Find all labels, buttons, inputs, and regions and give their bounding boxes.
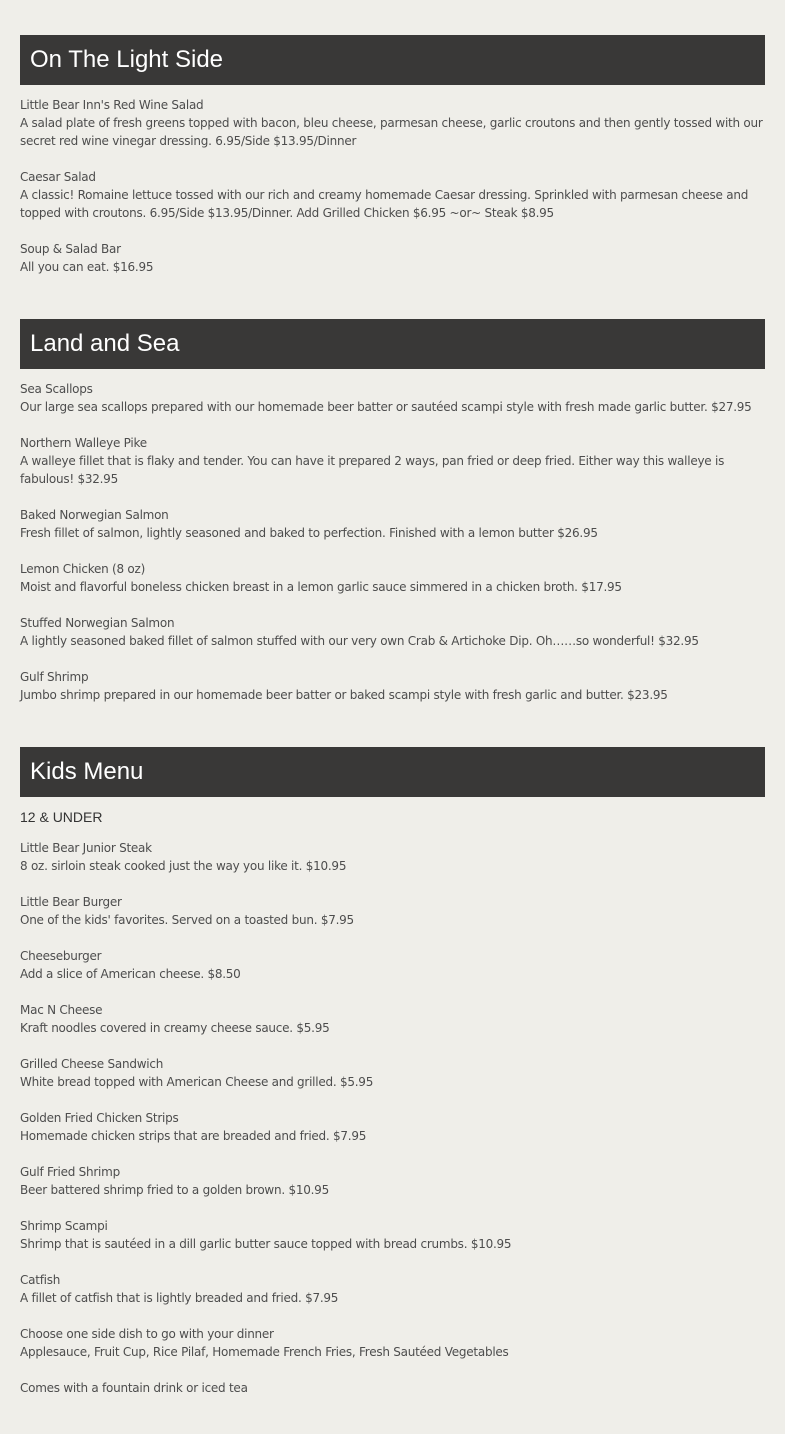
menu-item-name: Catfish bbox=[20, 1273, 61, 1287]
menu-item-description: A salad plate of fresh greens topped with bacon, bleu cheese, parmesan cheese, garlic croutons and then gently tossed with our secret red wine vinegar dressing. 6.95/Side $13.95/Dinner bbox=[20, 116, 763, 148]
footer-note bbox=[20, 1379, 765, 1397]
menu-item-name: Baked Norwegian Salmon bbox=[20, 508, 169, 522]
menu-item-description: A fillet of catfish that is lightly breaded and fried. $7.95 bbox=[20, 1291, 339, 1305]
menu-item-name: Grilled Cheese Sandwich bbox=[20, 1057, 164, 1071]
menu-item-name: Gulf Fried Shrimp bbox=[20, 1165, 120, 1179]
menu-item-description: Jumbo shrimp prepared in our homemade beer batter or baked scampi style with fresh garlic and butter. $23.95 bbox=[20, 688, 668, 702]
menu-item bbox=[20, 668, 765, 704]
menu-item bbox=[20, 1055, 765, 1091]
menu-item-description: Applesauce, Fruit Cup, Rice Pilaf, Homemade French Fries, Fresh Sautéed Vegetables bbox=[20, 1345, 509, 1359]
menu-item-description: Add a slice of American cheese. $8.50 bbox=[20, 967, 241, 981]
section-title: Kids Menu bbox=[30, 758, 144, 785]
section-header-kids-menu bbox=[20, 747, 765, 797]
menu-item-description: Fresh fillet of salmon, lightly seasoned and baked to perfection. Finished with a lemon butter $26.95 bbox=[20, 526, 598, 540]
menu-item-name: Little Bear Inn's Red Wine Salad bbox=[20, 98, 204, 112]
menu-item bbox=[20, 1217, 765, 1253]
section-title: Land and Sea bbox=[30, 330, 180, 357]
menu-item-description: Shrimp that is sautéed in a dill garlic butter sauce topped with bread crumbs. $10.95 bbox=[20, 1237, 512, 1251]
menu-item-description: Homemade chicken strips that are breaded and fried. $7.95 bbox=[20, 1129, 367, 1143]
menu-item bbox=[20, 947, 765, 983]
menu-item bbox=[20, 893, 765, 929]
menu-item bbox=[20, 1325, 765, 1361]
menu-item-name: Gulf Shrimp bbox=[20, 670, 89, 684]
menu-item bbox=[20, 240, 765, 276]
section-subtitle: 12 & UNDER bbox=[20, 809, 103, 825]
menu-item-name: Shrimp Scampi bbox=[20, 1219, 108, 1233]
menu-item-name: Northern Walleye Pike bbox=[20, 436, 147, 450]
section-title: On The Light Side bbox=[30, 46, 224, 73]
menu-item-name: Soup & Salad Bar bbox=[20, 242, 121, 256]
menu-item-description: A lightly seasoned baked fillet of salmon stuffed with our very own Crab & Artichoke Dip. Oh……so wonderful! $32.95 bbox=[20, 634, 699, 648]
menu-item-name: Mac N Cheese bbox=[20, 1003, 103, 1017]
menu-item-name: Caesar Salad bbox=[20, 170, 96, 184]
menu-item bbox=[20, 434, 765, 488]
menu-item bbox=[20, 380, 765, 416]
menu-item bbox=[20, 560, 765, 596]
menu-item-description: Kraft noodles covered in creamy cheese sauce. $5.95 bbox=[20, 1021, 330, 1035]
menu-item-description: 8 oz. sirloin steak cooked just the way you like it. $10.95 bbox=[20, 859, 347, 873]
menu-item bbox=[20, 1001, 765, 1037]
menu-item-description: Beer battered shrimp fried to a golden brown. $10.95 bbox=[20, 1183, 329, 1197]
menu-item-description: A walleye fillet that is flaky and tender. You can have it prepared 2 ways, pan fried or deep fried. Either way this walleye is fabulous! $32.95 bbox=[20, 454, 725, 486]
footer-note-text: Comes with a fountain drink or iced tea bbox=[20, 1381, 248, 1395]
section-header-land-and-sea bbox=[20, 319, 765, 369]
menu-item-description: One of the kids' favorites. Served on a toasted bun. $7.95 bbox=[20, 913, 354, 927]
menu-item bbox=[20, 168, 765, 222]
menu-item-name: Little Bear Junior Steak bbox=[20, 841, 152, 855]
menu-item-description: A classic! Romaine lettuce tossed with our rich and creamy homemade Caesar dressing. Sprinkled with parmesan cheese and topped with croutons. 6.95/Side $13.95/Dinner. Add Grilled Chicken $6.95 ~or~ Steak $8.95 bbox=[20, 188, 749, 220]
menu-item bbox=[20, 506, 765, 542]
menu-item-name: Little Bear Burger bbox=[20, 895, 122, 909]
menu-item-description: All you can eat. $16.95 bbox=[20, 260, 154, 274]
menu-item-description: Moist and flavorful boneless chicken breast in a lemon garlic sauce simmered in a chicken broth. $17.95 bbox=[20, 580, 622, 594]
menu-item-name: Stuffed Norwegian Salmon bbox=[20, 616, 175, 630]
section-header-light-side bbox=[20, 35, 765, 85]
menu-item-name: Cheeseburger bbox=[20, 949, 102, 963]
menu-item bbox=[20, 1271, 765, 1307]
menu-item bbox=[20, 839, 765, 875]
menu-item-description: Our large sea scallops prepared with our homemade beer batter or sautéed scampi style with fresh made garlic butter. $27.95 bbox=[20, 400, 752, 414]
menu-item-name: Sea Scallops bbox=[20, 382, 93, 396]
menu-item-name: Choose one side dish to go with your dinner bbox=[20, 1327, 274, 1341]
menu-item-name: Golden Fried Chicken Strips bbox=[20, 1111, 179, 1125]
menu-item-name: Lemon Chicken (8 oz) bbox=[20, 562, 146, 576]
menu-item bbox=[20, 96, 765, 150]
menu-item-description: White bread topped with American Cheese and grilled. $5.95 bbox=[20, 1075, 374, 1089]
menu-item bbox=[20, 1163, 765, 1199]
menu-item bbox=[20, 614, 765, 650]
menu-item bbox=[20, 1109, 765, 1145]
